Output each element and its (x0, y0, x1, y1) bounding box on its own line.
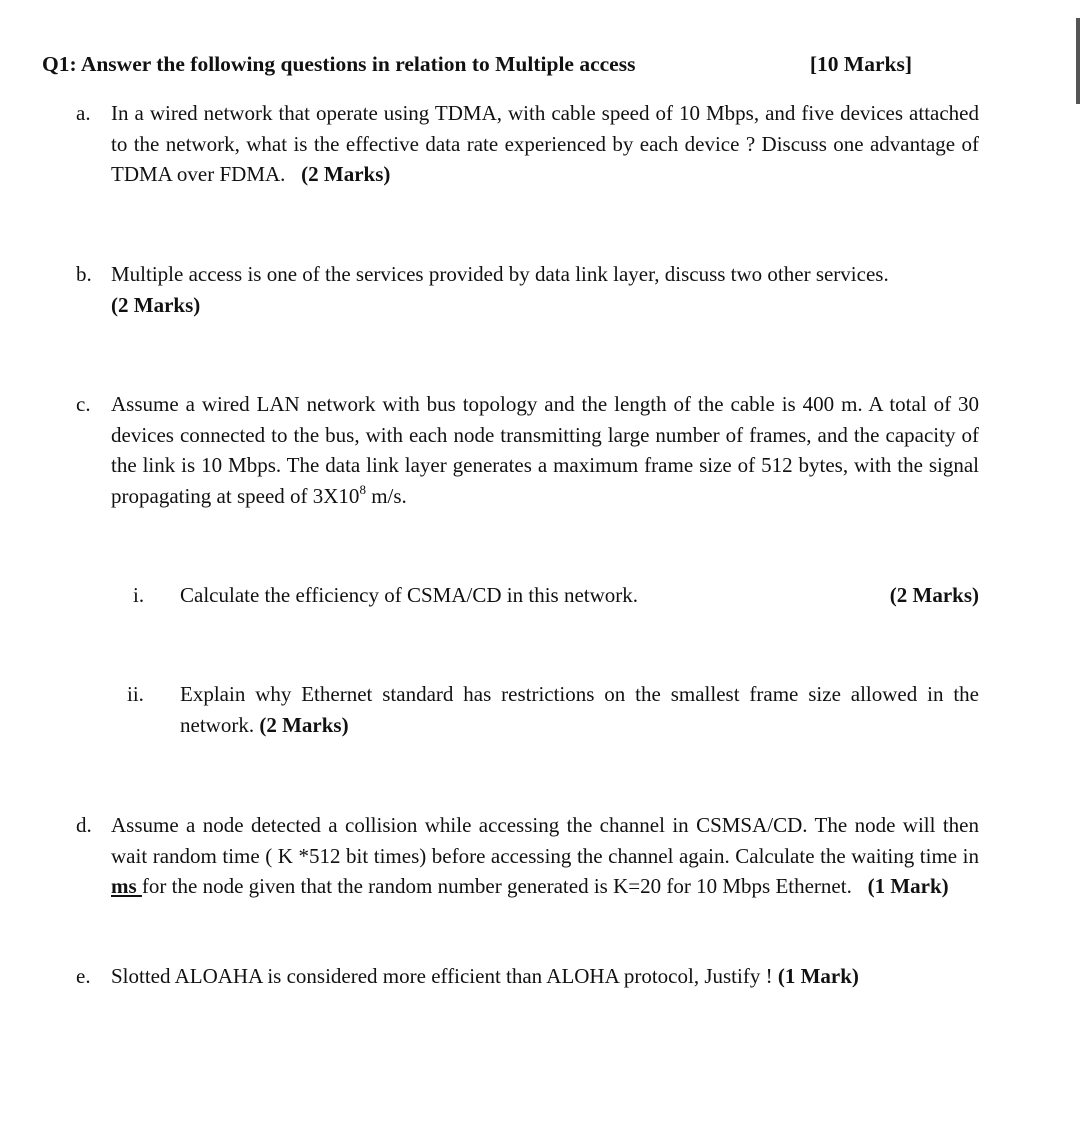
question-total-marks: [10 Marks] (809, 52, 912, 76)
question-d-marks: (1 Mark) (867, 874, 949, 898)
question-title (42, 50, 912, 78)
question-c-exponent: 8 (359, 481, 366, 497)
question-c-label: c. (76, 392, 91, 416)
question-c-i-marks: (2 Marks) (889, 583, 979, 607)
question-c (76, 389, 979, 511)
question-c-i-text: Calculate the efficiency of CSMA/CD in this network. (180, 583, 639, 607)
question-b-label: b. (76, 262, 92, 286)
question-c-text: Assume a wired LAN network with bus topology and the length of the cable is 400 m. A total of 30 devices connected to the bus, with each node transmitting large number of frames, and the capacity of the link is 10 Mbps. The data link layer generates a maximum frame size of 512 bytes, with the signal propagating at speed of 3X10 (111, 392, 979, 508)
question-c-text-after: m/s. (365, 483, 407, 508)
question-b (76, 259, 979, 320)
question-title-text: Q1: Answer the following questions in relation to Multiple access (42, 52, 636, 76)
question-c-ii-text: Explain why Ethernet standard has restrictions on the smallest frame size allowed in the network. (180, 682, 979, 737)
question-e-marks: (1 Mark) (777, 964, 859, 988)
question-d-label: d. (76, 813, 92, 837)
question-c-ii-marks: (2 Marks) (259, 712, 349, 737)
question-b-text: Multiple access is one of the services provided by data link layer, discuss two other services. (111, 262, 889, 286)
question-a-marks: (2 Marks) (301, 162, 391, 186)
question-a-label: a. (76, 101, 91, 125)
question-e-text: Slotted ALOAHA is considered more efficient than ALOHA protocol, Justify ! (111, 964, 773, 988)
question-d (76, 810, 979, 902)
question-e-label: e. (76, 964, 91, 988)
question-d-text-after: for the node given that the random number generated is K=20 for 10 Mbps Ethernet. (141, 874, 852, 898)
question-d-unit: ms (111, 874, 142, 898)
page-edge-bar (1076, 18, 1080, 104)
question-a (76, 98, 979, 190)
question-c-ii (127, 679, 979, 740)
question-c-i-label: i. (133, 583, 145, 607)
question-d-text: Assume a node detected a collision while accessing the channel in CSMSA/CD. The node will then wait random time ( K *512 bit times) before accessing the channel again. Calculate the waiting time in (111, 813, 979, 868)
question-b-marks: (2 Marks) (111, 292, 201, 317)
question-c-i (127, 580, 979, 611)
question-e (76, 961, 979, 992)
question-c-ii-label: ii. (127, 682, 144, 706)
question-a-text: In a wired network that operate using TDMA, with cable speed of 10 Mbps, and five devices attached to the network, what is the effective data rate experienced by each device ? Discuss one advantage of TDMA over FDMA. (111, 101, 979, 186)
